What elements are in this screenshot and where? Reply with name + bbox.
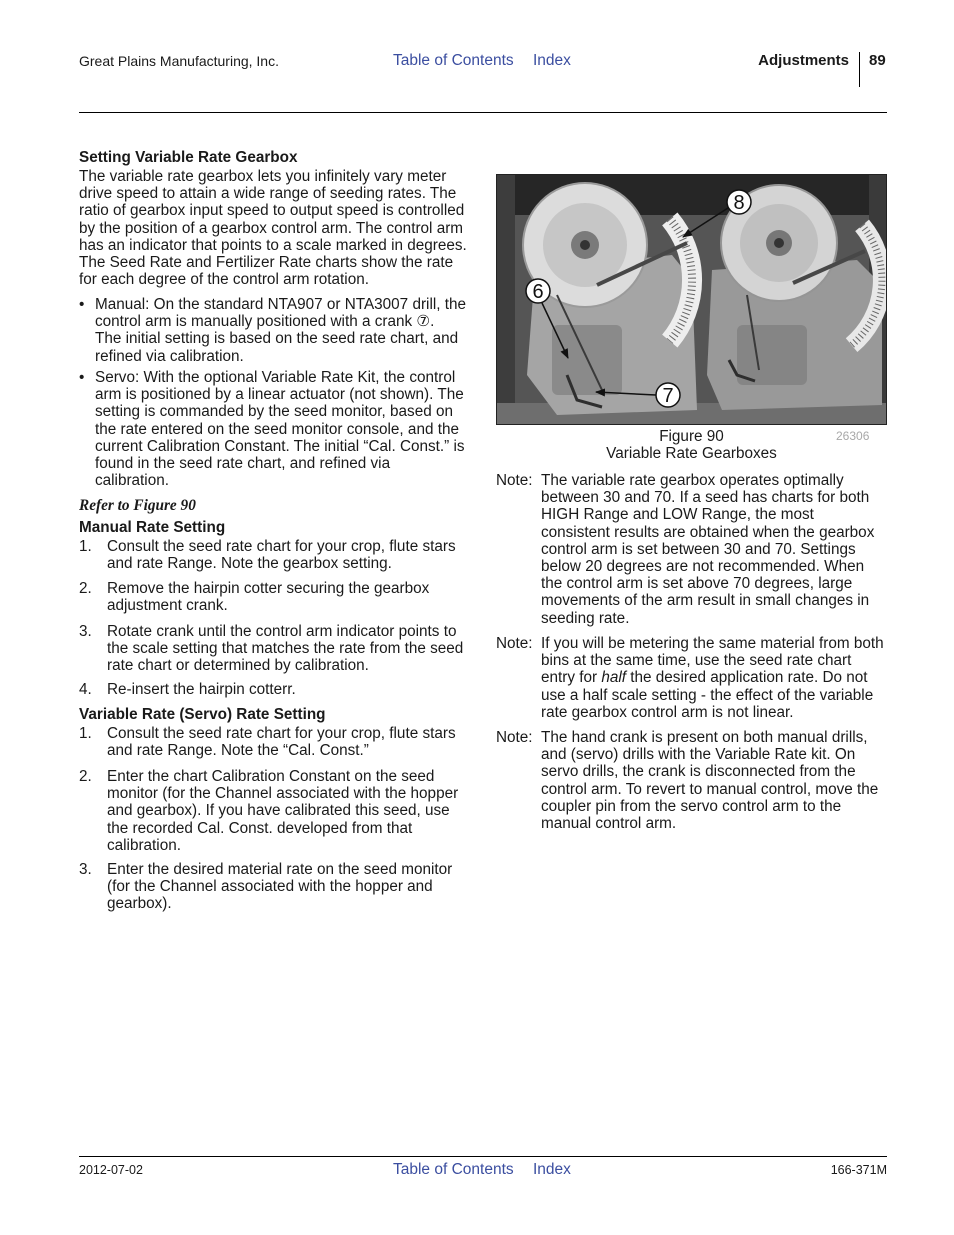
bullet-text [95,296,466,365]
text-line: the rate entered on the seed monitor console, and the [95,420,459,438]
text-line: has an indicator that points to a scale marked in degrees. [79,236,467,254]
document-number: 166-371M [830,1163,887,1177]
gearbox-photo [496,174,887,425]
text-segment: entry for [541,669,602,687]
step-text [107,725,456,759]
text-line: the control arm is set above 70 degrees, large [541,575,853,593]
callout-7-label: 7 [662,385,674,407]
text-line: rate gearbox control arm is not linear. [541,703,794,721]
text-line: and rate Range. Note the “Cal. Const.” [107,742,369,760]
step-text [107,681,296,698]
step-text [107,768,458,854]
text-line: ratio of gearbox input speed to output speed is controlled [79,202,465,220]
note-label: Note: [496,635,533,652]
right-hub-center [774,238,784,248]
step-text [107,538,456,572]
step-text [107,861,452,913]
text-segment: the desired application rate. Do not [626,669,868,687]
footer-table-of-contents-link[interactable]: Table of Contents [393,1161,514,1178]
text-line: drive speed to attain a wide range of seeding rates. The [79,185,457,203]
text-line [541,669,884,686]
text-line: control arm. To revert to manual control, move the [541,780,879,798]
text-line: the scale setting that matches the rate from the seed [107,640,464,658]
header-table-of-contents-link[interactable]: Table of Contents [393,52,514,69]
text-line: Enter the chart Calibration Constant on the seed [107,768,435,785]
note-text [541,472,874,627]
step-number: 1. [79,538,92,555]
gearbox-photo-drawing [497,175,886,424]
text-line: consistent results are obtained when the gearbox [541,523,875,541]
callout-6-label: 6 [532,281,544,303]
left-shadow [497,175,515,424]
text-line: and rate Range. Note the gearbox setting. [107,555,392,573]
right-gearbox-body [737,325,807,385]
text-line: Servo: With the optional Variable Rate Kit, the control [95,369,456,386]
note-text [541,635,884,721]
footer-rule [79,1156,887,1157]
text-line: monitor (for the Channel associated with the hopper [107,785,459,803]
text-line: HIGH Range and LOW Range, the most [541,506,814,524]
text-line: gearbox). [107,895,172,913]
text-line: Re-insert the hairpin cotterr. [107,681,296,698]
text-line: The Seed Rate and Fertilizer Rate charts show the rate [79,253,454,271]
text-line: refined via calibration. [95,347,244,365]
emphasized-text: half [601,669,627,687]
text-line: calibration. [107,836,181,854]
header-divider-vertical [859,52,860,87]
left-hub-center [580,240,590,250]
step-number: 2. [79,768,92,785]
header-index-link[interactable]: Index [533,52,571,69]
text-line: The hand crank is present on both manual drills, [541,729,868,746]
text-line: Enter the desired material rate on the seed monitor [107,861,453,878]
text-line: the recorded Cal. Const. developed from that [107,819,413,837]
text-line: control arm is set between 30 and 70. Settings [541,540,856,558]
page-number: 89 [869,52,886,69]
text-line: control arm is manually positioned with a crank ⑦. [95,313,435,331]
note-label: Note: [496,472,533,489]
text-line: manual control arm. [541,814,677,832]
text-line: Consult the seed rate chart for your crop, flute stars [107,725,456,742]
text-line: coupler pin from the servo control arm to the [541,797,842,815]
text-line: seeding rate. [541,609,630,627]
step-number: 4. [79,681,92,698]
text-line: (for the Channel associated with the hopper and [107,878,433,896]
header-rule [79,112,887,113]
text-line: movements of the arm result in small changes in [541,592,870,610]
text-line: between 30 and 70. If a seed has charts for both [541,489,870,507]
text-line: arm is positioned by a linear actuator (not shown). The [95,386,464,404]
step-text [107,623,463,675]
figure-caption: Variable Rate Gearboxes [606,445,777,462]
text-line: Consult the seed rate chart for your crop, flute stars [107,538,456,555]
step-text [107,580,429,614]
manual-rate-heading: Manual Rate Setting [79,519,226,536]
text-line: and gearbox). If you have calibrated this seed, use [107,802,450,820]
company-name: Great Plains Manufacturing, Inc. [79,53,279,69]
step-number: 2. [79,580,92,597]
bullet-marker: • [79,296,85,313]
note-text [541,729,878,832]
text-line: Remove the hairpin cotter securing the gearbox [107,580,430,597]
text-line: rate chart or determined by calibration. [107,657,369,675]
text-line: If you will be metering the same material from both [541,635,884,652]
bullet-marker: • [79,369,85,386]
servo-rate-heading: Variable Rate (Servo) Rate Setting [79,706,326,723]
bullet-text [95,369,465,489]
step-number: 3. [79,623,92,640]
footer-index-link[interactable]: Index [533,1161,571,1178]
figure-number: Figure 90 [659,428,724,445]
text-line: for each degree of the control arm rotation. [79,271,369,289]
text-line: calibration. [95,472,169,490]
text-line: servo drills, the crank is disconnected from the [541,763,856,781]
note-label: Note: [496,729,533,746]
text-line: setting is commanded by the seed monitor, based on [95,403,453,421]
text-line: The variable rate gearbox operates optimally [541,472,844,489]
text-line: Manual: On the standard NTA907 or NTA3007 drill, the [95,296,467,313]
text-line: below 20 degrees are not recommended. When [541,557,865,575]
callout-8-label: 8 [733,192,745,214]
text-line: use a half scale setting - the effect of the variable [541,686,874,704]
section-heading: Setting Variable Rate Gearbox [79,149,298,166]
text-line: adjustment crank. [107,597,228,615]
text-line: found in the seed rate chart, and refined via [95,454,391,472]
text-line: The variable rate gearbox lets you infinitely vary meter [79,168,447,185]
text-line: bins at the same time, use the seed rate chart [541,652,852,670]
text-line: current Calibration Constant. The initial “Cal. Const.” is [95,437,465,455]
text-line: The initial setting is based on the seed rate chart, and [95,330,459,348]
text-line: by the position of a gearbox control arm. The control arm [79,219,464,237]
step-number: 3. [79,861,92,878]
text-line: and (servo) drills with the Variable Rate kit. On [541,746,856,764]
section-title: Adjustments [758,52,849,69]
figure-reference: Refer to Figure 90 [79,497,196,514]
footer-date: 2012-07-02 [79,1163,143,1177]
step-number: 1. [79,725,92,742]
text-line: Rotate crank until the control arm indicator points to [107,623,457,640]
intro-paragraph [79,168,467,288]
image-id: 26306 [836,429,870,443]
